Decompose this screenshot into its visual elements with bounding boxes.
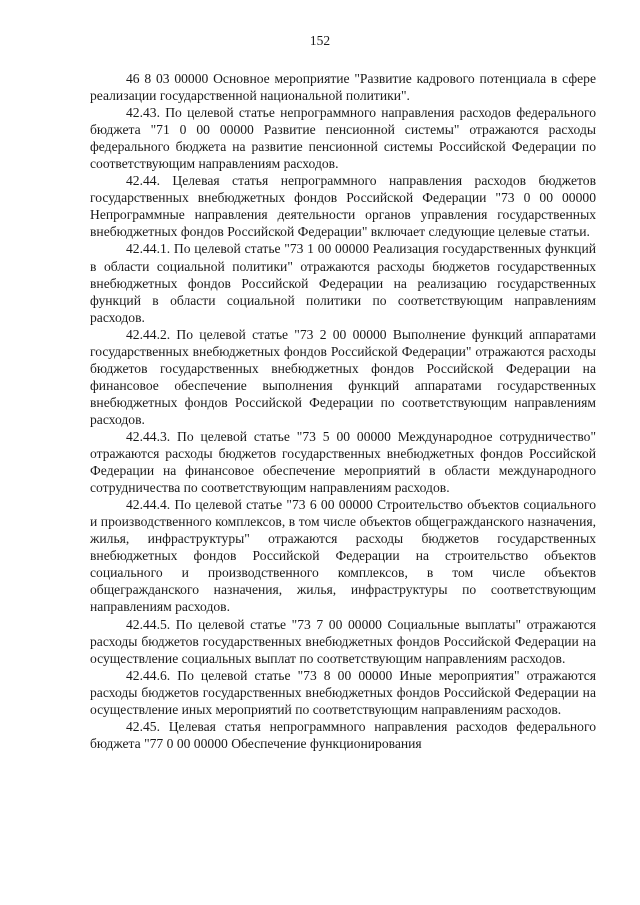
document-body [90,70,596,752]
paragraph-42-44-2: 42.44.2. По целевой статье "73 2 00 00000 Выполнение функций аппаратами государственных внебюджетных фондов Российской Федерации" отражаются расходы бюджетов государственных внебюджетных фондов Российской Федерации на финансовое обеспечение выполнения функций аппаратами государственных внебюджетных фондов Российской Федерации по соответствующим направлениям расходов. [90,326,596,427]
paragraph-42-43: 42.43. По целевой статье непрограммного направления расходов федерального бюджета "71 0 00 00000 Развитие пенсионной системы" отражаются расходы федерального бюджета на развитие пенсионной системы Российской Федерации по соответствующим направлениям расходов. [90,105,596,172]
paragraph-42-44-5: 42.44.5. По целевой статье "73 7 00 00000 Социальные выплаты" отражаются расходы бюджетов государственных внебюджетных фондов Российской Федерации на осуществление социальных выплат по соответствующим направлениям расходов. [90,616,596,666]
page-number: 152 [309,33,331,48]
paragraph-42-44-6: 42.44.6. По целевой статье "73 8 00 00000 Иные мероприятия" отражаются расходы бюджетов государственных внебюджетных фондов Российской Федерации на осуществление иных мероприятий по соответствующим направлениям расходов. [90,667,596,717]
paragraph-42-44-1: 42.44.1. По целевой статье "73 1 00 00000 Реализация государственных функций в области социальной политики" отражаются расходы бюджетов государственных внебюджетных фондов Российской Федерации на реализацию государственных функций в области социальной политики по соответствующим направлениям расходов. [90,241,596,325]
paragraph-42-44: 42.44. Целевая статья непрограммного направления расходов бюджетов государственных внебюджетных фондов Российской Федерации "73 0 00 00000 Непрограммные направления деятельности органов управления государственных внебюджетных фондов Российской Федерации" включает следующие целевые статьи. [90,173,596,240]
paragraph-main-event-46-8-03: 46 8 03 00000 Основное мероприятие "Развитие кадрового потенциала в сфере реализации государственной национальной политики". [90,71,596,104]
paragraph-42-44-3: 42.44.3. По целевой статье "73 5 00 00000 Международное сотрудничество" отражаются расходы бюджетов государственных внебюджетных фондов Российской Федерации на финансовое обеспечение мероприятий в области международного сотрудничества по соответствующим направлениям расходов. [90,428,596,496]
paragraph-42-45: 42.45. Целевая статья непрограммного направления расходов федерального бюджета "77 0 00 00000 Обеспечение функционирования [90,718,596,751]
paragraph-42-44-4: 42.44.4. По целевой статье "73 6 00 00000 Строительство объектов социального и производственного комплексов, в том числе объектов общегражданского назначения, жилья, инфраструктуры" отражаются расходы бюджетов государственных внебюджетных фондов Российской Федерации на строительство объектов социального и производственного комплексов, в том числе объектов общегражданского назначения, жилья, инфраструктуры по соответствующим направлениям расходов. [90,497,596,615]
